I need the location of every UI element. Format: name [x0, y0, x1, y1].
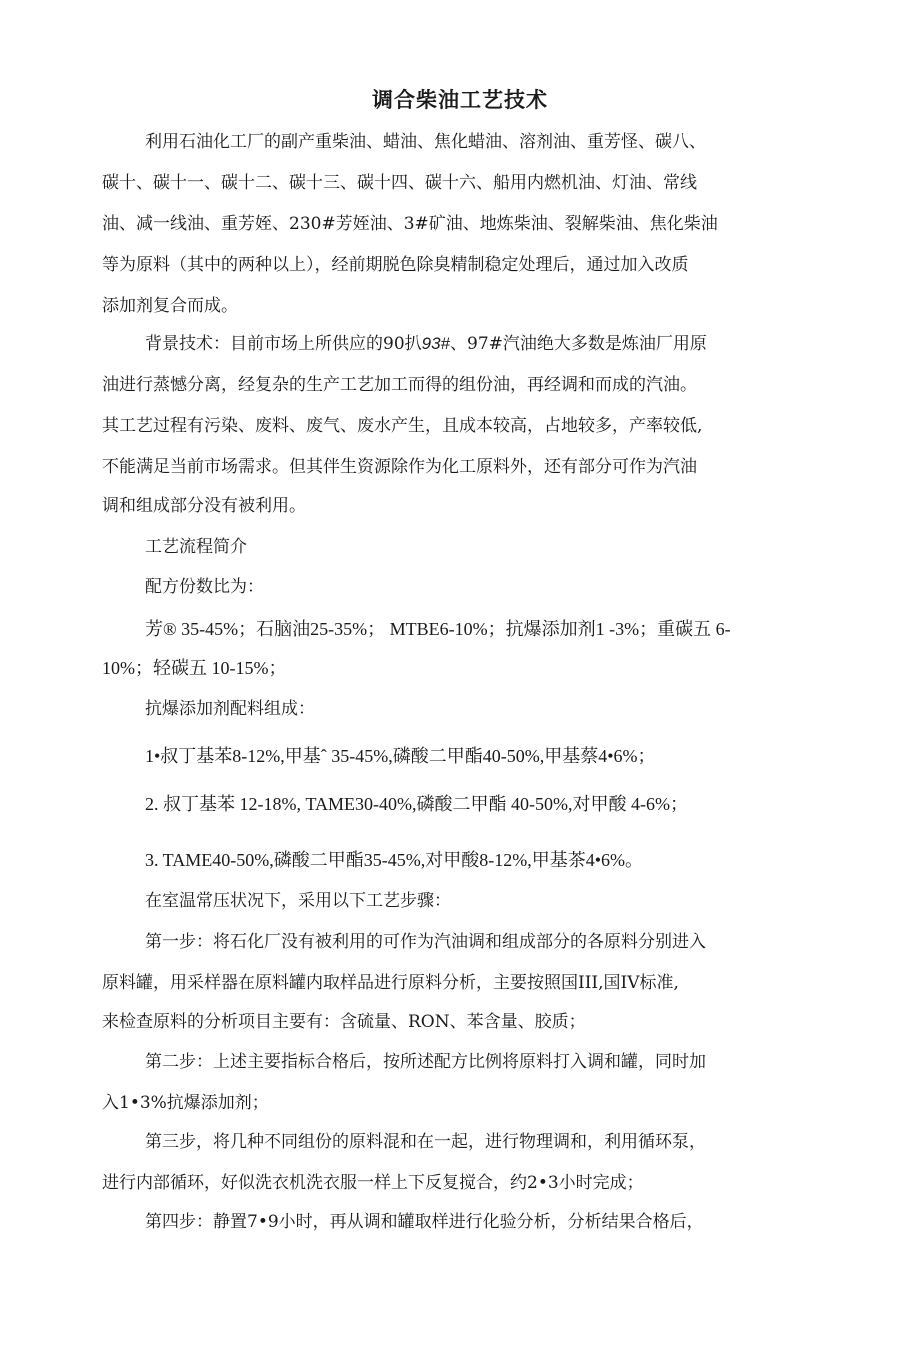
additive-line-3: 3. TAME40-50%,磷酸二甲酯35-45%,对甲酸8-12%,甲基茶4•6%。 [145, 850, 643, 870]
step1-line-2: 原料罐，用采样器在原料罐内取样品进行原料分析，主要按照国III,国IV标准, [102, 973, 679, 993]
intro-line-2: 碳十、碳十一、碳十二、碳十三、碳十四、碳十六、船用内燃机油、灯油、常线 [102, 173, 697, 193]
additive-line-1: 1•叔丁基苯8-12%,甲基ˆ 35-45%,磷酸二甲酯40-50%,甲基蔡4•6%； [145, 746, 656, 766]
intro-line-1: 利用石油化工厂的副产重柴油、蜡油、焦化蜡油、溶剂油、重芳怪、碳八、 [145, 132, 706, 152]
additive-title: 抗爆添加剂配料组成： [145, 699, 315, 719]
steps-intro: 在室温常压状况下，采用以下工艺步骤： [145, 891, 451, 911]
intro-line-3: 油、减一线油、重芳姪、230#芳姪油、3#矿油、地炼柴油、裂解柴油、焦化柴油 [102, 214, 718, 234]
step3-line-1: 第三步，将几种不同组份的原料混和在一起，进行物理调和，利用循环泵， [145, 1132, 706, 1152]
additive-line-2: 2. 叔丁基苯 12-18%, TAME30-40%,磷酸二甲酯 40-50%,对甲酸 4-6%； [145, 794, 689, 814]
formula-line-2: 10%；轻碳五 10-15%； [102, 658, 287, 678]
document-title: 调合柴油工艺技术 [372, 88, 548, 112]
intro-line-5: 添加剂复合而成。 [102, 296, 238, 316]
flow-intro: 工艺流程简介 [145, 537, 247, 557]
background-line-3: 其工艺过程有污染、废料、废气、废水产生，且成本较高，占地较多，产率较低, [102, 416, 703, 436]
background-line-1 [145, 332, 707, 356]
step2-line-1: 第二步：上述主要指标合格后，按所述配方比例将原料打入调和罐，同时加 [145, 1052, 706, 1072]
step2-line-2: 入1•3%抗爆添加剂； [102, 1093, 269, 1113]
step1-line-3: 来检查原料的分析项目主要有：含硫量、RON、苯含量、胶质； [102, 1012, 586, 1032]
intro-line-4: 等为原料（其中的两种以上），经前期脱色除臭精制稳定处理后，通过加入改质 [102, 255, 689, 275]
background-text-a: 背景技术：目前市场上所供应的90扒 [145, 334, 422, 354]
background-line-5: 调和组成部分没有被利用。 [102, 496, 306, 516]
background-line-4: 不能满足当前市场需求。但其伴生资源除作为化工原料外，还有部分可作为汽油 [102, 457, 697, 477]
formula-line-1: 芳® 35-45%；石脑油25-35%； MTBE6-10%；抗爆添加剂1 -3%；重碳五 6- [145, 619, 731, 639]
formula-title: 配方份数比为： [145, 577, 264, 597]
background-line-2: 油进行蒸憾分离，经复杂的生产工艺加工而得的组份油，再经调和而成的汽油。 [102, 375, 697, 395]
background-text-c: 、97#汽油绝大多数是炼油厂用原 [450, 334, 707, 354]
step1-line-1: 第一步：将石化厂没有被利用的可作为汽油调和组成部分的各原料分别进入 [145, 932, 706, 952]
step3-line-2: 进行内部循环，好似洗衣机洗衣服一样上下反复搅合，约2•3小时完成； [102, 1173, 644, 1193]
background-text-b: 93# [421, 334, 451, 353]
step4-line-1: 第四步：静置7•9小时，再从调和罐取样进行化验分析，分析结果合格后， [145, 1212, 704, 1232]
